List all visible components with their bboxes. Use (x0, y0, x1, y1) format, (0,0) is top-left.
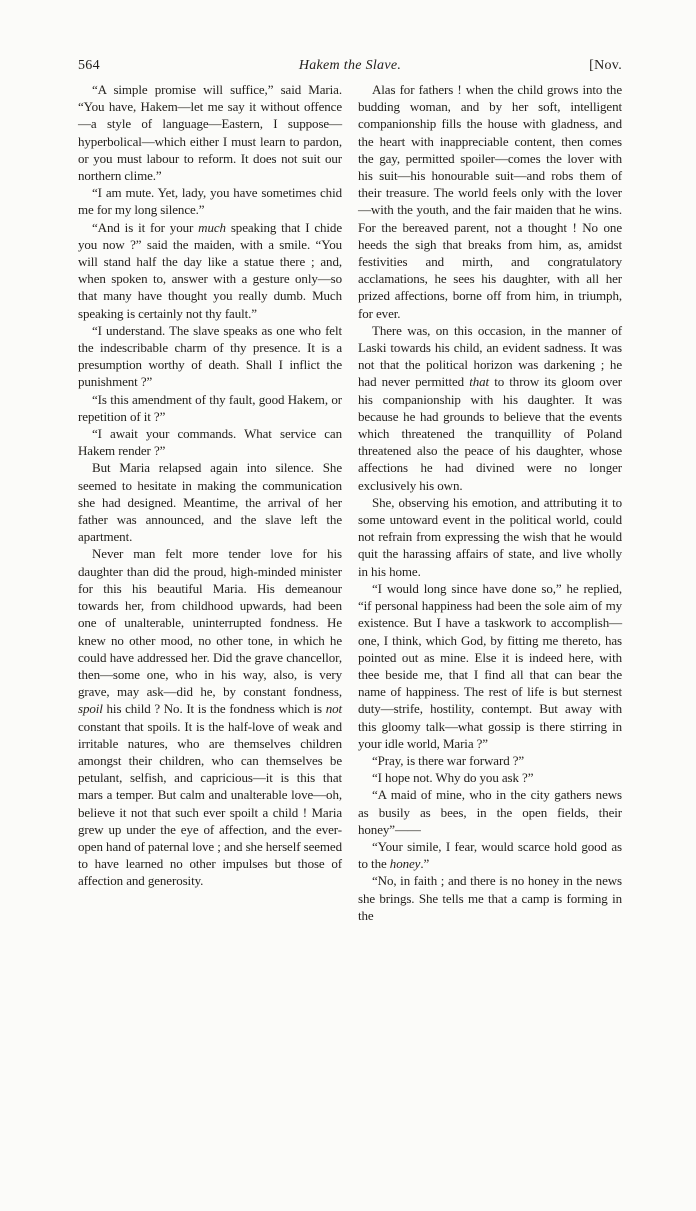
paragraph: “No, in faith ; and there is no honey in the news she brings. She tells me that a camp is forming in the (358, 873, 622, 923)
paragraph: “Pray, is there war forward ?” (372, 752, 525, 768)
paragraph: “A maid of mine, who in the city gathers news as busily as bees, in the open fields, their honey”—— (358, 787, 622, 837)
paragraph: “Your simile, I fear, would scarce hold good as to the honey.” (358, 838, 622, 872)
page-header (78, 58, 622, 74)
paragraph: “I am mute. Yet, lady, you have sometimes chid me for my long silence.” (78, 185, 342, 218)
paragraph: She, observing his emotion, and attributing it to some untoward event in the political world, could not refrain from expressing the wish that he would quit the harassing affairs of state, and live wholly in his home. (358, 494, 622, 579)
paragraph: Never man felt more tender love for his daughter than did the proud, high-minded minister for this his beautiful Maria. His demeanour towards her, from childhood upwards, had been one of unalterable, uninterrupted fondness. He knew no other mood, no other tone, in which he could have addressed her. Did the grave chancellor, then—some one, who in his way, also, is very grave, may ask—did he, by constant fondness, spoil his child ? No. It is the fondness which is not constant that spoils. It is the half-love of weak and irritable natures, who are themselves children amongst their children, who can themselves be petulant, selfish, and capricious—it is this that mars a temper. But calm and unalterable love—oh, believe it not that such ever spoilt a child ! Maria grew up under the eye of affection, and the ever-open hand of paternal love ; and she herself seemed to have learned no other impulses but those of affection and generosity. (78, 546, 342, 889)
page-title: Hakem the Slave. (298, 58, 402, 73)
page-number: 564 (78, 58, 100, 73)
paragraph: But Maria relapsed again into silence. She seemed to hesitate in making the communication she had designed. Meantime, the arrival of her father was announced, and the slave left the apartment. (78, 460, 342, 545)
paragraph: “I would long since have done so,” he replied, “if personal happiness had been the sole aim of my existence. But I have a taskwork to accomplish—one, I think, which God, by fitting me thereto, has pointed out as mine. Else it is indeed here, with thee beside me, that I find all that can bear the name of happiness. The rest of life is but sternest duty—strife, hostility, contempt. But away with this gloomy talk—what gossip is there stirring in your idle world, Maria ?” (358, 580, 622, 751)
paragraph: Alas for fathers ! when the child grows into the budding woman, and by her soft, intelligent companionship fills the house with gladness, and the heart with inappreciable content, then comes the gay, permitted spoiler—comes the lover with his suit—his honourable suit—and robs them of their treasure. The world feels only with the lover—with the youth, and the fair maiden that he wins. For the bereaved parent, not a thought ! No one heeds the sigh that breaks from him, as, amidst festivities and mirth, and congratulatory acclamations, he sees his daughter, with all her prized affections, borne off from him, in triumph, for ever. (358, 82, 622, 321)
issue-label: [Nov. (589, 58, 622, 73)
text-columns (78, 81, 622, 924)
paragraph: “I hope not. Why do you ask ?” (372, 770, 534, 786)
right-column (358, 81, 622, 924)
paragraph: “A simple promise will suffice,” said Maria. “You have, Hakem—let me say it without offence—a style of language—Eastern, I suppose—hyperbolical—which either I must learn to pardon, or you must labour to reform. It does not suit our northern clime.” (78, 82, 342, 184)
paragraph: “Is this amendment of thy fault, good Hakem, or repetition of it ?” (78, 391, 342, 424)
left-column (78, 81, 342, 924)
paragraph: There was, on this occasion, in the manner of Laski towards his child, an evident sadness. It was not that the political horizon was darkening ; he had never permitted that to throw its gloom over his companionship with his daughter. It was because he had grounds to believe that the events which threatened the tranquillity of Poland threatened also the peace of his daughter, whose affections he had divined were no longer exclusively his own. (358, 322, 622, 493)
paragraph: “And is it for your much speaking that I chide you now ?” said the maiden, with a smile. “You will stand half the day like a statue there ; and, when spoken to, answer with a gesture only—so that many have thought you really dumb. Much speaking is certainly not thy fault.” (78, 219, 342, 321)
paragraph: “I await your commands. What service can Hakem render ?” (78, 426, 342, 459)
paragraph: “I understand. The slave speaks as one who felt the indescribable charm of thy presence. It is a presumption worthy of death. Shall I inflict the punishment ?” (78, 322, 342, 390)
